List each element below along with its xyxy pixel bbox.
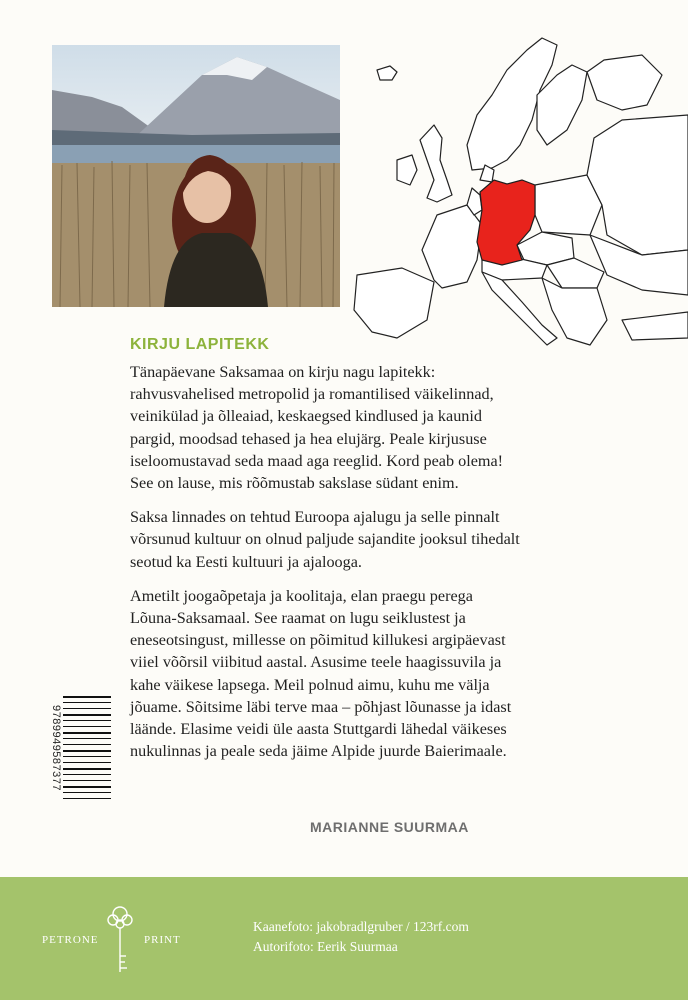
barcode-bar bbox=[63, 768, 111, 770]
blurb-text bbox=[130, 361, 520, 774]
paragraph: Saksa linnades on tehtud Euroopa ajalugu ja selle pinnalt võrsunud kultuur on olnud paljude sajandite jooksul tihedalt seotud ka Eesti kultuuri ja ajalooga. bbox=[130, 508, 520, 571]
barcode-bar bbox=[63, 738, 111, 739]
key-icon bbox=[103, 904, 137, 976]
barcode-bar bbox=[63, 732, 111, 734]
barcode-bar bbox=[63, 726, 111, 727]
barcode-bar bbox=[63, 702, 111, 703]
isbn-barcode bbox=[45, 692, 113, 804]
barcode-bar bbox=[63, 714, 111, 716]
barcode-bar bbox=[63, 780, 111, 781]
barcode-bar bbox=[63, 774, 111, 775]
author-photo-credit: Autorifoto: Eerik Suurmaa bbox=[253, 939, 398, 954]
barcode-bar bbox=[63, 744, 111, 745]
europe-map bbox=[342, 20, 688, 350]
barcode-bar bbox=[63, 786, 111, 788]
barcode-bar bbox=[63, 720, 111, 721]
barcode-bar bbox=[63, 696, 111, 698]
paragraph: Ametilt joogaõpetaja ja koolitaja, elan praegu perega Lõuna-Saksamaal. See raamat on lugu seiklustest ja eneseotsingust, millesse on põimitud killukesi argipäevast viiel võõrsil viibitud aastal. Asusime teele haagissuvila ja kahe väikese lapsega. Meil polnud aimu, kuhu me välja jõuame. Sõitsime läbi terve maa – põhjast lõunasse ja idast läände. Elasime veidi üle aasta Stuttgardi lähedal väikeses nukulinnas ja peale seda jäime Alpide juurde Baierimaale. bbox=[130, 586, 512, 761]
paragraph: Tänapäevane Saksamaa on kirju nagu lapitekk: rahvusvahelised metropolid ja romantilised väikelinnad, veinikülad ja õlleaiad, keskaegsed kindlused ja kaunid pargid, moodsad tehased ja hea elujärg. Peale kirjususe iseloomustavad seda maad aga reeglid. Kord peab olema! See on lause, mis rõõmustab sakslase südant enim. bbox=[130, 363, 504, 493]
publisher-name-right: PRINT bbox=[144, 934, 181, 946]
barcode-bar bbox=[63, 756, 111, 757]
author-photo bbox=[52, 45, 340, 307]
section-heading: KIRJU LAPITEKK bbox=[130, 336, 270, 353]
author-name: MARIANNE SUURMAA bbox=[310, 819, 469, 835]
barcode-bar bbox=[63, 750, 111, 752]
cover-photo-credit: Kaanefoto: jakobradlgruber / 123rf.com bbox=[253, 919, 469, 934]
barcode-bar bbox=[63, 798, 111, 799]
barcode-bar bbox=[63, 762, 111, 763]
barcode-bar bbox=[63, 792, 111, 793]
isbn-number: 9789949587377 bbox=[50, 704, 62, 792]
barcode-bar bbox=[63, 708, 111, 709]
publisher-name-left: PETRONE bbox=[42, 934, 99, 946]
